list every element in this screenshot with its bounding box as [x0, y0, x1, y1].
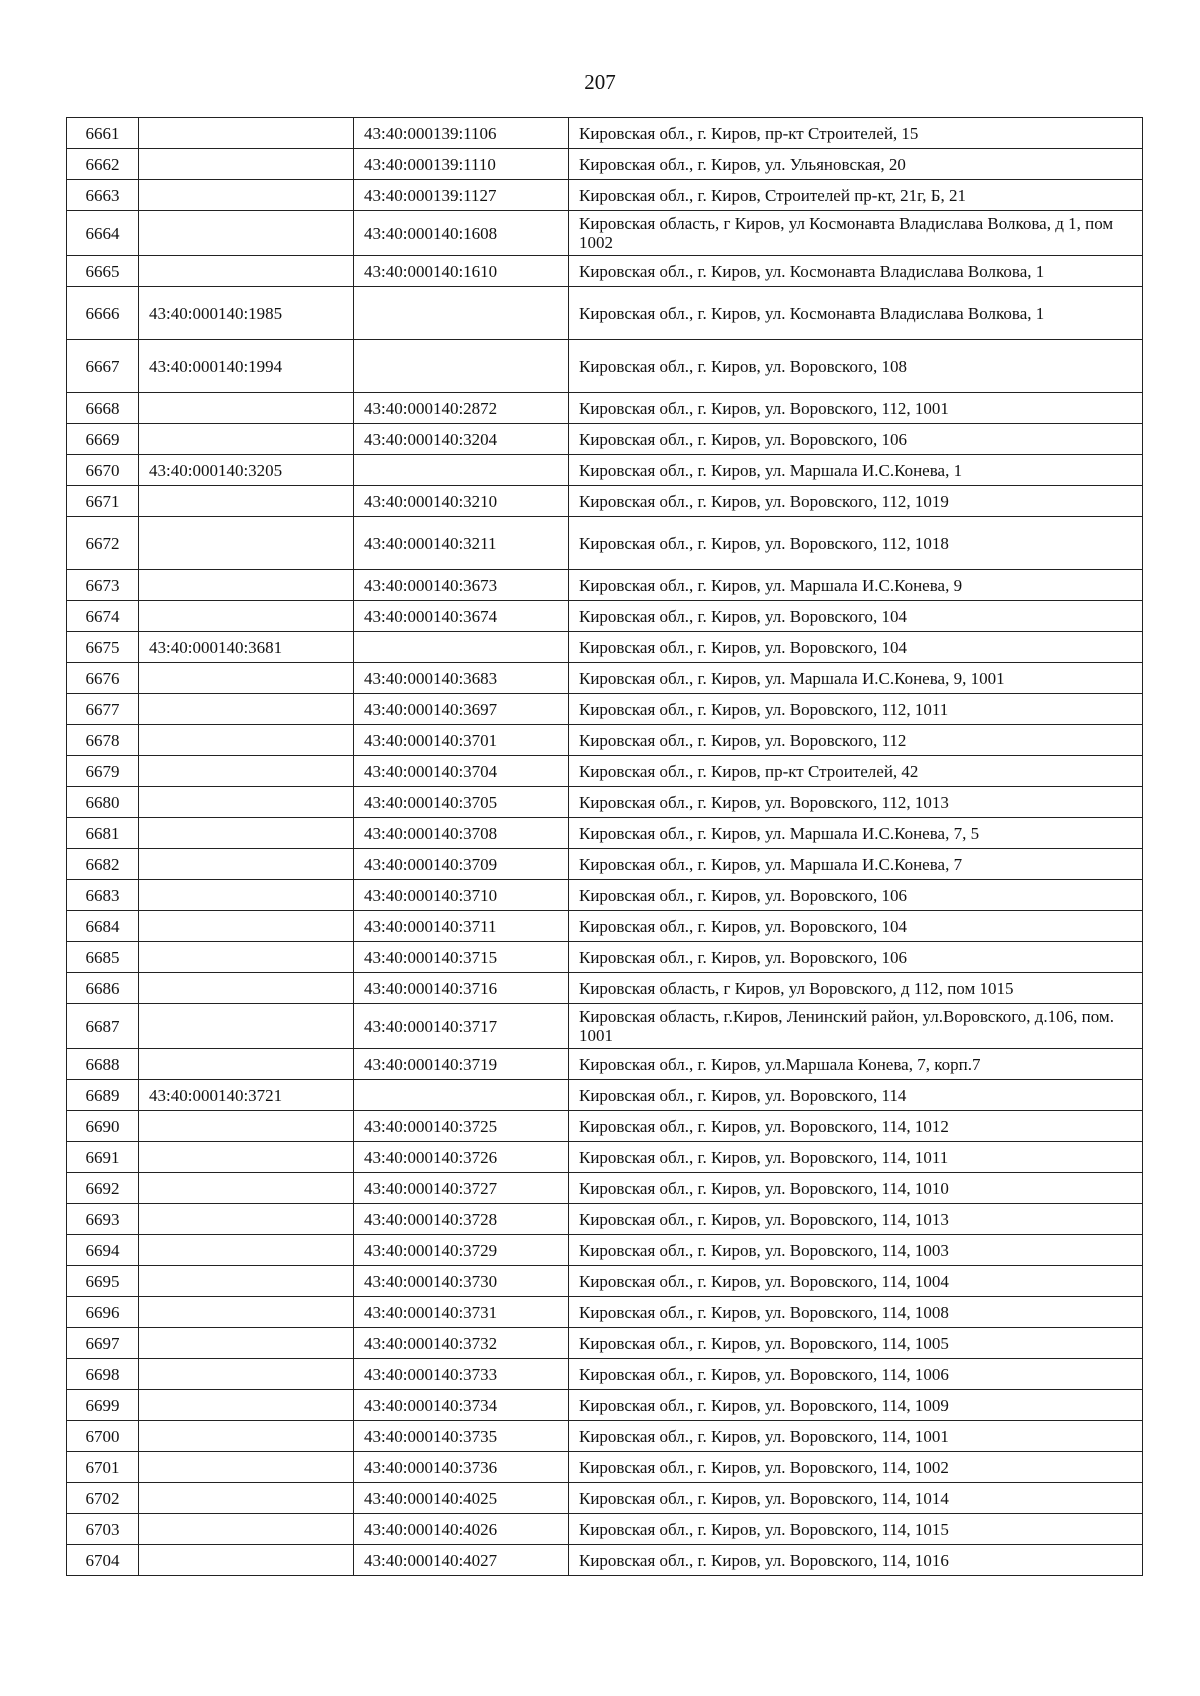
building-cadastral-number-cell: [354, 340, 569, 393]
building-cadastral-number-cell: [354, 455, 569, 486]
building-cadastral-number-cell: 43:40:000140:4026: [354, 1514, 569, 1545]
table-row: [67, 1004, 1143, 1049]
building-cadastral-number-cell: 43:40:000139:1110: [354, 149, 569, 180]
address-cell: Кировская обл., г. Киров, ул. Маршала И.С.Конева, 7, 5: [569, 818, 1143, 849]
address-cell: Кировская обл., г. Киров, ул. Воровского, 114, 1002: [569, 1452, 1143, 1483]
table-row: [67, 1514, 1143, 1545]
building-cadastral-number-cell: [354, 632, 569, 663]
address-cell: Кировская обл., г. Киров, ул. Воровского, 106: [569, 942, 1143, 973]
building-cadastral-number-cell: 43:40:000139:1106: [354, 118, 569, 149]
row-number-cell: 6676: [67, 663, 139, 694]
address-cell: Кировская область, г Киров, ул Воровского, д 112, пом 1015: [569, 973, 1143, 1004]
row-number-cell: 6677: [67, 694, 139, 725]
land-parcel-cadastral-number-cell: [139, 663, 354, 694]
land-parcel-cadastral-number-cell: [139, 149, 354, 180]
building-cadastral-number-cell: 43:40:000140:3728: [354, 1204, 569, 1235]
address-cell: Кировская обл., г. Киров, ул. Воровского, 114: [569, 1080, 1143, 1111]
row-number-cell: 6704: [67, 1545, 139, 1576]
land-parcel-cadastral-number-cell: [139, 694, 354, 725]
land-parcel-cadastral-number-cell: 43:40:000140:3205: [139, 455, 354, 486]
land-parcel-cadastral-number-cell: 43:40:000140:1994: [139, 340, 354, 393]
table-row: [67, 1452, 1143, 1483]
address-cell: Кировская обл., г. Киров, ул. Воровского, 106: [569, 424, 1143, 455]
land-parcel-cadastral-number-cell: [139, 787, 354, 818]
land-parcel-cadastral-number-cell: [139, 517, 354, 570]
land-parcel-cadastral-number-cell: [139, 1483, 354, 1514]
row-number-cell: 6680: [67, 787, 139, 818]
table-row: [67, 1328, 1143, 1359]
building-cadastral-number-cell: 43:40:000140:4025: [354, 1483, 569, 1514]
land-parcel-cadastral-number-cell: [139, 211, 354, 256]
building-cadastral-number-cell: 43:40:000140:3709: [354, 849, 569, 880]
land-parcel-cadastral-number-cell: 43:40:000140:1985: [139, 287, 354, 340]
table-row: [67, 455, 1143, 486]
building-cadastral-number-cell: 43:40:000140:3727: [354, 1173, 569, 1204]
building-cadastral-number-cell: 43:40:000140:3732: [354, 1328, 569, 1359]
address-cell: Кировская обл., г. Киров, ул. Воровского, 114, 1016: [569, 1545, 1143, 1576]
land-parcel-cadastral-number-cell: [139, 1266, 354, 1297]
address-cell: Кировская обл., г. Киров, пр-кт Строителей, 42: [569, 756, 1143, 787]
land-parcel-cadastral-number-cell: [139, 1359, 354, 1390]
building-cadastral-number-cell: 43:40:000140:3211: [354, 517, 569, 570]
table-row: [67, 393, 1143, 424]
address-cell: Кировская обл., г. Киров, ул. Маршала И.С.Конева, 9, 1001: [569, 663, 1143, 694]
table-row: [67, 818, 1143, 849]
table-row: [67, 180, 1143, 211]
address-cell: Кировская обл., г. Киров, ул. Воровского, 114, 1003: [569, 1235, 1143, 1266]
land-parcel-cadastral-number-cell: [139, 1514, 354, 1545]
page-number: 207: [584, 70, 616, 94]
table-row: [67, 663, 1143, 694]
building-cadastral-number-cell: 43:40:000140:3673: [354, 570, 569, 601]
row-number-cell: 6673: [67, 570, 139, 601]
building-cadastral-number-cell: 43:40:000140:3734: [354, 1390, 569, 1421]
row-number-cell: 6667: [67, 340, 139, 393]
row-number-cell: 6665: [67, 256, 139, 287]
table-row: [67, 256, 1143, 287]
address-cell: Кировская область, г.Киров, Ленинский район, ул.Воровского, д.106, пом. 1001: [569, 1004, 1143, 1049]
row-number-cell: 6690: [67, 1111, 139, 1142]
table-row: [67, 973, 1143, 1004]
land-parcel-cadastral-number-cell: 43:40:000140:3721: [139, 1080, 354, 1111]
table-row: [67, 287, 1143, 340]
table-row: [67, 1421, 1143, 1452]
building-cadastral-number-cell: 43:40:000140:3711: [354, 911, 569, 942]
table-row: [67, 1049, 1143, 1080]
address-cell: Кировская обл., г. Киров, ул. Ульяновская, 20: [569, 149, 1143, 180]
building-cadastral-number-cell: 43:40:000140:3705: [354, 787, 569, 818]
row-number-cell: 6699: [67, 1390, 139, 1421]
land-parcel-cadastral-number-cell: [139, 1297, 354, 1328]
table-row: [67, 570, 1143, 601]
land-parcel-cadastral-number-cell: [139, 601, 354, 632]
building-cadastral-number-cell: 43:40:000140:2872: [354, 393, 569, 424]
land-parcel-cadastral-number-cell: [139, 486, 354, 517]
land-parcel-cadastral-number-cell: [139, 1452, 354, 1483]
row-number-cell: 6664: [67, 211, 139, 256]
row-number-cell: 6689: [67, 1080, 139, 1111]
building-cadastral-number-cell: 43:40:000140:3726: [354, 1142, 569, 1173]
land-parcel-cadastral-number-cell: [139, 1235, 354, 1266]
land-parcel-cadastral-number-cell: [139, 1111, 354, 1142]
table-row: [67, 1080, 1143, 1111]
building-cadastral-number-cell: 43:40:000140:3733: [354, 1359, 569, 1390]
row-number-cell: 6661: [67, 118, 139, 149]
building-cadastral-number-cell: 43:40:000140:3717: [354, 1004, 569, 1049]
row-number-cell: 6675: [67, 632, 139, 663]
address-cell: Кировская обл., г. Киров, ул. Воровского, 106: [569, 880, 1143, 911]
address-cell: Кировская обл., г. Киров, ул. Воровского, 104: [569, 632, 1143, 663]
address-cell: Кировская обл., г. Киров, ул. Воровского, 114, 1009: [569, 1390, 1143, 1421]
row-number-cell: 6691: [67, 1142, 139, 1173]
land-parcel-cadastral-number-cell: [139, 1204, 354, 1235]
table-row: [67, 756, 1143, 787]
address-cell: Кировская обл., г. Киров, пр-кт Строителей, 15: [569, 118, 1143, 149]
row-number-cell: 6694: [67, 1235, 139, 1266]
table-row: [67, 1266, 1143, 1297]
building-cadastral-number-cell: 43:40:000140:4027: [354, 1545, 569, 1576]
building-cadastral-number-cell: 43:40:000140:3683: [354, 663, 569, 694]
address-cell: Кировская обл., г. Киров, ул. Маршала И.С.Конева, 1: [569, 455, 1143, 486]
row-number-cell: 6674: [67, 601, 139, 632]
building-cadastral-number-cell: 43:40:000140:3729: [354, 1235, 569, 1266]
land-parcel-cadastral-number-cell: [139, 756, 354, 787]
row-number-cell: 6683: [67, 880, 139, 911]
table-row: [67, 1545, 1143, 1576]
table-row: [67, 486, 1143, 517]
table-row: [67, 601, 1143, 632]
address-cell: Кировская обл., г. Киров, ул.Маршала Конева, 7, корп.7: [569, 1049, 1143, 1080]
address-cell: Кировская обл., г. Киров, ул. Воровского, 112, 1019: [569, 486, 1143, 517]
land-parcel-cadastral-number-cell: [139, 880, 354, 911]
building-cadastral-number-cell: 43:40:000140:3204: [354, 424, 569, 455]
land-parcel-cadastral-number-cell: [139, 118, 354, 149]
row-number-cell: 6696: [67, 1297, 139, 1328]
row-number-cell: 6687: [67, 1004, 139, 1049]
row-number-cell: 6671: [67, 486, 139, 517]
building-cadastral-number-cell: 43:40:000140:3730: [354, 1266, 569, 1297]
address-cell: Кировская обл., г. Киров, ул. Воровского, 114, 1005: [569, 1328, 1143, 1359]
land-parcel-cadastral-number-cell: [139, 818, 354, 849]
table-row: [67, 340, 1143, 393]
row-number-cell: 6668: [67, 393, 139, 424]
land-parcel-cadastral-number-cell: [139, 1142, 354, 1173]
table-row: [67, 211, 1143, 256]
address-cell: Кировская обл., г. Киров, ул. Воровского, 114, 1006: [569, 1359, 1143, 1390]
building-cadastral-number-cell: 43:40:000140:3736: [354, 1452, 569, 1483]
row-number-cell: 6666: [67, 287, 139, 340]
land-parcel-cadastral-number-cell: [139, 1004, 354, 1049]
building-cadastral-number-cell: [354, 1080, 569, 1111]
registry-table: [66, 117, 1143, 1576]
address-cell: Кировская обл., г. Киров, ул. Воровского, 112, 1018: [569, 517, 1143, 570]
building-cadastral-number-cell: 43:40:000139:1127: [354, 180, 569, 211]
table-row: [67, 1390, 1143, 1421]
address-cell: Кировская обл., г. Киров, ул. Воровского, 112, 1013: [569, 787, 1143, 818]
building-cadastral-number-cell: 43:40:000140:3697: [354, 694, 569, 725]
building-cadastral-number-cell: 43:40:000140:1608: [354, 211, 569, 256]
building-cadastral-number-cell: [354, 287, 569, 340]
address-cell: Кировская обл., г. Киров, ул. Воровского, 114, 1013: [569, 1204, 1143, 1235]
land-parcel-cadastral-number-cell: [139, 1328, 354, 1359]
row-number-cell: 6669: [67, 424, 139, 455]
land-parcel-cadastral-number-cell: [139, 424, 354, 455]
land-parcel-cadastral-number-cell: [139, 1421, 354, 1452]
row-number-cell: 6663: [67, 180, 139, 211]
table-row: [67, 1111, 1143, 1142]
row-number-cell: 6703: [67, 1514, 139, 1545]
address-cell: Кировская обл., г. Киров, ул. Воровского, 114, 1010: [569, 1173, 1143, 1204]
table-row: [67, 880, 1143, 911]
address-cell: Кировская обл., г. Киров, ул. Воровского, 114, 1015: [569, 1514, 1143, 1545]
table-row: [67, 1142, 1143, 1173]
row-number-cell: 6678: [67, 725, 139, 756]
land-parcel-cadastral-number-cell: [139, 570, 354, 601]
address-cell: Кировская обл., г. Киров, ул. Космонавта Владислава Волкова, 1: [569, 287, 1143, 340]
building-cadastral-number-cell: 43:40:000140:1610: [354, 256, 569, 287]
row-number-cell: 6681: [67, 818, 139, 849]
land-parcel-cadastral-number-cell: [139, 1390, 354, 1421]
row-number-cell: 6695: [67, 1266, 139, 1297]
table-row: [67, 694, 1143, 725]
land-parcel-cadastral-number-cell: [139, 256, 354, 287]
table-row: [67, 517, 1143, 570]
land-parcel-cadastral-number-cell: [139, 1173, 354, 1204]
row-number-cell: 6697: [67, 1328, 139, 1359]
building-cadastral-number-cell: 43:40:000140:3710: [354, 880, 569, 911]
land-parcel-cadastral-number-cell: [139, 1545, 354, 1576]
land-parcel-cadastral-number-cell: 43:40:000140:3681: [139, 632, 354, 663]
building-cadastral-number-cell: 43:40:000140:3708: [354, 818, 569, 849]
address-cell: Кировская обл., г. Киров, ул. Космонавта Владислава Волкова, 1: [569, 256, 1143, 287]
address-cell: Кировская обл., г. Киров, ул. Воровского, 112, 1011: [569, 694, 1143, 725]
row-number-cell: 6692: [67, 1173, 139, 1204]
building-cadastral-number-cell: 43:40:000140:3719: [354, 1049, 569, 1080]
row-number-cell: 6684: [67, 911, 139, 942]
building-cadastral-number-cell: 43:40:000140:3716: [354, 973, 569, 1004]
table-row: [67, 632, 1143, 663]
row-number-cell: 6698: [67, 1359, 139, 1390]
row-number-cell: 6700: [67, 1421, 139, 1452]
row-number-cell: 6679: [67, 756, 139, 787]
row-number-cell: 6702: [67, 1483, 139, 1514]
land-parcel-cadastral-number-cell: [139, 973, 354, 1004]
address-cell: Кировская обл., г. Киров, ул. Воровского, 112: [569, 725, 1143, 756]
address-cell: Кировская обл., г. Киров, ул. Воровского, 114, 1008: [569, 1297, 1143, 1328]
building-cadastral-number-cell: 43:40:000140:3210: [354, 486, 569, 517]
table-row: [67, 1235, 1143, 1266]
land-parcel-cadastral-number-cell: [139, 725, 354, 756]
building-cadastral-number-cell: 43:40:000140:3731: [354, 1297, 569, 1328]
table-row: [67, 424, 1143, 455]
table-row: [67, 787, 1143, 818]
row-number-cell: 6672: [67, 517, 139, 570]
row-number-cell: 6693: [67, 1204, 139, 1235]
table-row: [67, 1297, 1143, 1328]
registry-table-body: [67, 118, 1143, 1576]
address-cell: Кировская обл., г. Киров, ул. Маршала И.С.Конева, 7: [569, 849, 1143, 880]
table-row: [67, 911, 1143, 942]
table-row: [67, 849, 1143, 880]
address-cell: Кировская обл., г. Киров, ул. Маршала И.С.Конева, 9: [569, 570, 1143, 601]
address-cell: Кировская обл., г. Киров, ул. Воровского, 114, 1004: [569, 1266, 1143, 1297]
row-number-cell: 6670: [67, 455, 139, 486]
address-cell: Кировская область, г Киров, ул Космонавта Владислава Волкова, д 1, пом 1002: [569, 211, 1143, 256]
table-row: [67, 149, 1143, 180]
address-cell: Кировская обл., г. Киров, ул. Воровского, 104: [569, 601, 1143, 632]
row-number-cell: 6662: [67, 149, 139, 180]
address-cell: Кировская обл., г. Киров, ул. Воровского, 114, 1011: [569, 1142, 1143, 1173]
table-row: [67, 942, 1143, 973]
row-number-cell: 6688: [67, 1049, 139, 1080]
address-cell: Кировская обл., г. Киров, ул. Воровского, 112, 1001: [569, 393, 1143, 424]
land-parcel-cadastral-number-cell: [139, 1049, 354, 1080]
building-cadastral-number-cell: 43:40:000140:3701: [354, 725, 569, 756]
building-cadastral-number-cell: 43:40:000140:3715: [354, 942, 569, 973]
land-parcel-cadastral-number-cell: [139, 911, 354, 942]
building-cadastral-number-cell: 43:40:000140:3735: [354, 1421, 569, 1452]
address-cell: Кировская обл., г. Киров, ул. Воровского, 104: [569, 911, 1143, 942]
address-cell: Кировская обл., г. Киров, ул. Воровского, 114, 1014: [569, 1483, 1143, 1514]
land-parcel-cadastral-number-cell: [139, 180, 354, 211]
land-parcel-cadastral-number-cell: [139, 393, 354, 424]
land-parcel-cadastral-number-cell: [139, 942, 354, 973]
row-number-cell: 6682: [67, 849, 139, 880]
land-parcel-cadastral-number-cell: [139, 849, 354, 880]
building-cadastral-number-cell: 43:40:000140:3704: [354, 756, 569, 787]
row-number-cell: 6686: [67, 973, 139, 1004]
row-number-cell: 6701: [67, 1452, 139, 1483]
table-row: [67, 118, 1143, 149]
address-cell: Кировская обл., г. Киров, ул. Воровского, 114, 1001: [569, 1421, 1143, 1452]
table-row: [67, 1204, 1143, 1235]
building-cadastral-number-cell: 43:40:000140:3725: [354, 1111, 569, 1142]
table-row: [67, 725, 1143, 756]
address-cell: Кировская обл., г. Киров, ул. Воровского, 114, 1012: [569, 1111, 1143, 1142]
building-cadastral-number-cell: 43:40:000140:3674: [354, 601, 569, 632]
table-row: [67, 1359, 1143, 1390]
row-number-cell: 6685: [67, 942, 139, 973]
address-cell: Кировская обл., г. Киров, ул. Воровского, 108: [569, 340, 1143, 393]
address-cell: Кировская обл., г. Киров, Строителей пр-кт, 21г, Б, 21: [569, 180, 1143, 211]
table-row: [67, 1483, 1143, 1514]
table-row: [67, 1173, 1143, 1204]
